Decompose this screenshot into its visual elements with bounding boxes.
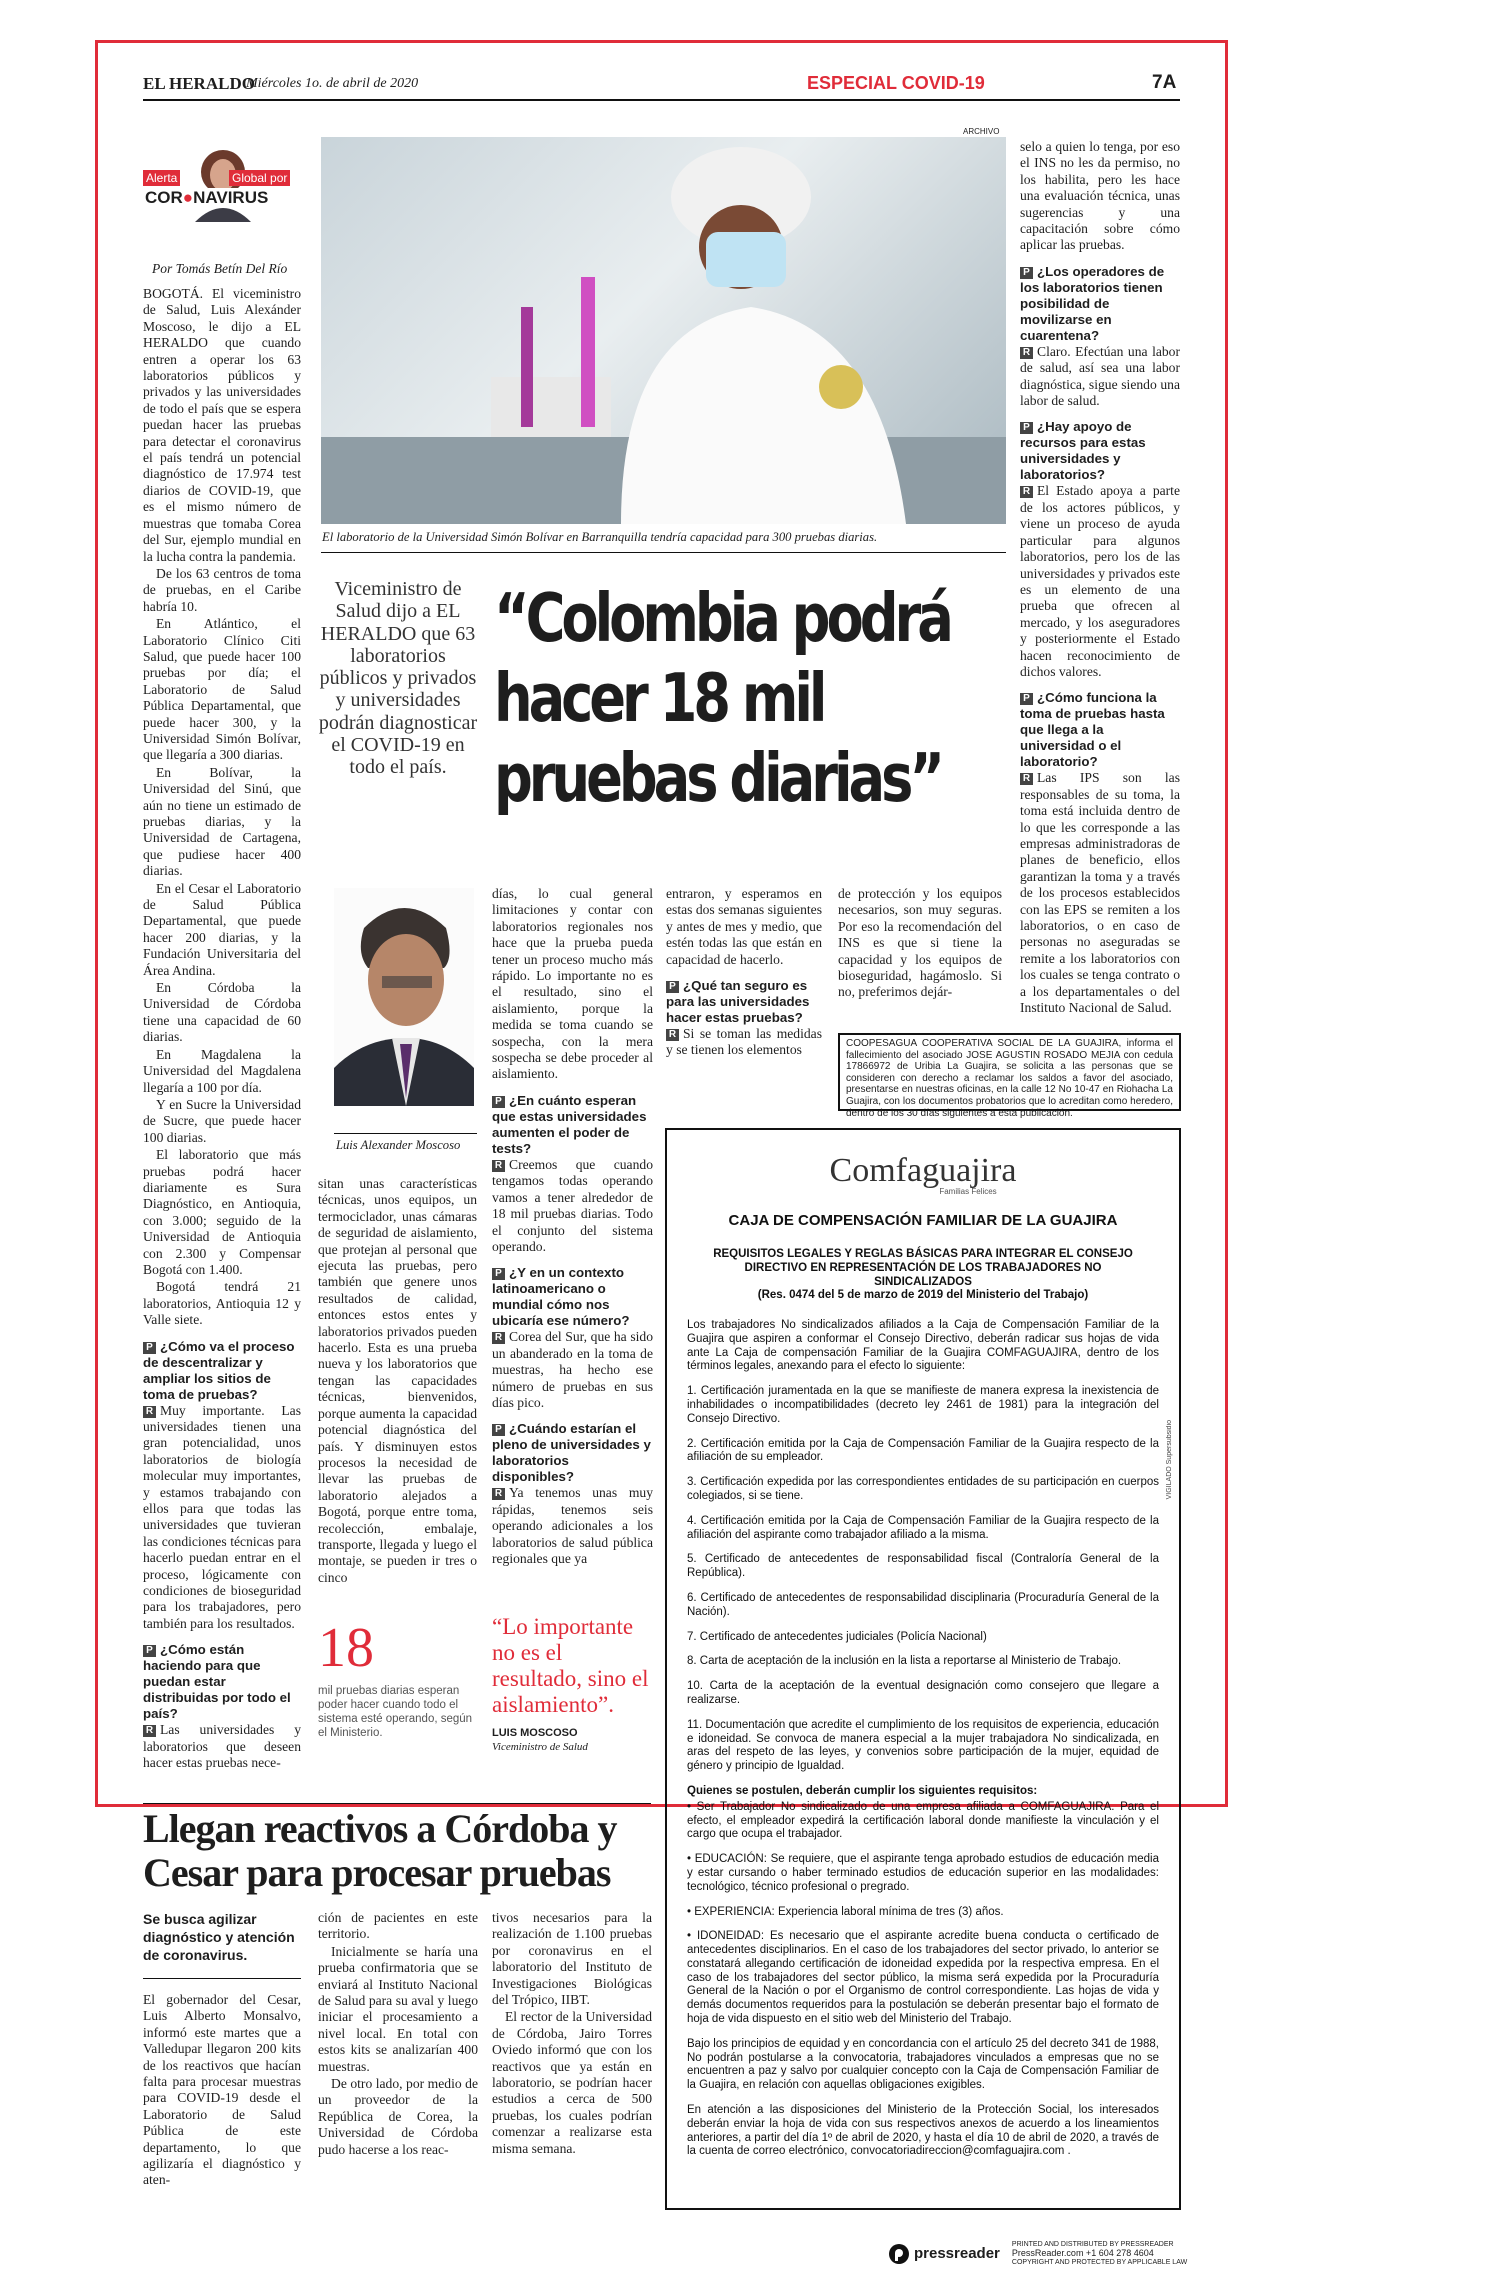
- pressreader-logo-icon: [888, 2243, 910, 2265]
- ad-paragraph: 10. Carta de la aceptación de la eventual designación como consejero que llegare a realizarse.: [687, 1680, 1159, 1706]
- article-col-5: [838, 886, 1002, 1002]
- paragraph: En Bolívar, la Universidad del Sinú, que aún no tiene un estimado de pruebas diarias, y la Universidad de Cartagena, que pudiese hacer 400 diarias.: [143, 764, 301, 879]
- article2-col-2: [318, 1910, 478, 2159]
- quote-role: Viceministro de Salud: [492, 1741, 588, 1753]
- paragraph: Inicialmente se haría una prueba confirmatoria que se enviará al Instituto Nacional de Salud para su aval y luego iniciar el procesamiento a nivel local. En total con estos kits se analizarían 400 muestras.: [318, 1943, 478, 2074]
- article-col-4: [666, 886, 822, 1059]
- question: P ¿Qué tan seguro es para las universidades hacer estas pruebas?: [666, 978, 810, 1026]
- deck-rule: [143, 1978, 301, 1979]
- obituary-notice: COOPESAGUA COOPERATIVA SOCIAL DE LA GUAJIRA, informa el fallecimiento del asociado JOSE AGUSTIN ROSADO MEJIA con cedula 17866972 de Uribia La Guajira, se solicita a las personas que se consideren con derecho a reclamar los saldos a favor del asociado, presentarse en nuestras oficinas, en la calle 12 No 10-47 en Riohacha La Guajira, con los documentos probatorios que lo acreditan como heredero, dentro de los 30 días siguientes a esta publicación.: [838, 1033, 1181, 1111]
- photo-credit: ARCHIVO: [963, 127, 1000, 136]
- pressreader-footer: [888, 2240, 1187, 2267]
- answer: R Corea del Sur, que ha sido un abanderado en la toma de muestras, ha hecho ese número de pruebas en sus días pico.: [492, 1329, 653, 1410]
- article2-col-1: [143, 1992, 301, 2190]
- ad-paragraph: 2. Certificación emitida por la Caja de Compensación Familiar de la Guajira respecto de la afiliación de su empleador.: [687, 1437, 1159, 1464]
- ad-subtitle: REQUISITOS LEGALES Y REGLAS BÁSICAS PARA INTEGRAR EL CONSEJO DIRECTIVO EN REPRESENTACIÓN DE LOS TRABAJADORES NO SINDICALIZADOS: [713, 1248, 1133, 1288]
- question: P ¿Cómo están haciendo para que puedan estar distribuidas por todo el país?: [143, 1642, 291, 1722]
- answer: R Ya tenemos unas muy rápidas, tenemos seis operando adicionales a los laboratorios de salud pública regionales que ya: [492, 1485, 653, 1566]
- paragraph: Bogotá tendrá 21 laboratorios, Antioquia 12 y Valle siete.: [143, 1279, 301, 1328]
- paragraph: En el Cesar el Laboratorio de Salud Pública Departamental, que puede hacer 200 diarias, y la Fundación Universitaria del Área Andina.: [143, 880, 301, 978]
- portrait-photo: [334, 888, 474, 1106]
- stat-number: 18: [318, 1617, 374, 1679]
- ad-paragraph: 11. Documentación que acredite el cumplimiento de los requisitos de experiencia, educación e idoneidad. Se convoca de manera especial a la mujer trabajadora No sindicalizada, en aras del respeto de las leyes, y convenios sobre participación de la mujer, equidad de género y principio de Igualdad.: [687, 1718, 1159, 1773]
- paragraph: En Córdoba la Universidad de Córdoba tiene una capacidad de 60 diarias.: [143, 980, 301, 1045]
- question: P ¿Cuándo estarían el pleno de universidades y laboratorios disponibles?: [492, 1421, 651, 1485]
- ad-paragraph: 6. Certificado de antecedentes de responsabilidad disciplinaria (Procuraduría General de la Nación).: [687, 1591, 1159, 1618]
- page-number: 7A: [1152, 72, 1177, 93]
- article2-deck: Se busca agilizar diagnóstico y atención de coronavirus.: [143, 1911, 295, 1963]
- question: P ¿En cuánto esperan que estas universidades aumenten el poder de tests?: [492, 1092, 647, 1156]
- ad-requirement: • EXPERIENCIA: Experiencia laboral mínima de tres (3) años.: [687, 1905, 1004, 1918]
- footer-line-1: PRINTED AND DISTRIBUTED BY PRESSREADER: [1011, 2241, 1174, 2248]
- paragraph: BOGOTÁ. El viceministro de Salud, Luis Alexánder Moscoso, le dijo a EL HERALDO que cuando entren a operar los 63 laboratorios públicos y privados y las universidades de todo el país que se espera puedan hacer las pruebas para detectar el coronavirus el país tendrá un potencial diagnóstico de 17.974 test diarios de COVID-19, que es el mismo número de muestras que tomaba Corea del Sur, ejemplo mundial en la lucha contra la pandemia.: [143, 286, 301, 564]
- stat-text: mil pruebas diarias esperan poder hacer cuando todo el sistema esté operando, según el Ministerio.: [318, 1685, 473, 1739]
- ad-paragraph: 3. Certificación expedida por las correspondientes entidades de su participación en cuerpos colegiados, si se tiene.: [687, 1476, 1159, 1502]
- article-col-6: [1020, 139, 1180, 1016]
- paragraph: Y en Sucre la Universidad de Sucre, que puede hacer 100 diarias.: [143, 1096, 301, 1145]
- headline: “Colombia podrá hacer 18 mil pruebas diarias”: [494, 579, 950, 817]
- comfaguajira-ad: [665, 1128, 1181, 2210]
- ad-paragraph: 8. Carta de aceptación de la inclusión en la lista a reportarse al Ministerio de Trabajo.: [687, 1655, 1122, 1668]
- paragraph: En Magdalena la Universidad del Magdalena llegaría a 100 por día.: [143, 1046, 301, 1095]
- ad-side-text: VIGILADO Supersubsidio: [1166, 1420, 1173, 1500]
- photo-caption: El laboratorio de la Universidad Simón Bolívar en Barranquilla tendría capacidad para 300 pruebas diarias.: [322, 530, 878, 544]
- question: P ¿Y en un contexto latinoamericano o mundial cómo nos ubicaría ese número?: [492, 1265, 630, 1329]
- badge-alerta: Alerta: [146, 171, 178, 185]
- paragraph: entraron, y esperamos en estas dos semanas siguientes y antes de mes y medio, que estén todas las que están en capacidad de hacerlo.: [666, 886, 822, 967]
- pressreader-brand: pressreader: [914, 2245, 1000, 2262]
- badge-navirus: NAVIRUS: [193, 188, 269, 207]
- ad-requirement: • Ser Trabajador No sindicalizado de una empresa afiliada a COMFAGUAJIRA. Para el efecto, el empleador expedirá la certificación laboral donde manifieste la vinculación y el cargo que ocupa el trabajador.: [687, 1800, 1159, 1841]
- ad-tagline: Familias Felices: [939, 1187, 997, 1196]
- question: P ¿Hay apoyo de recursos para estas universidades y laboratorios?: [1020, 419, 1146, 483]
- footer-line-2: PressReader.com +1 604 278 4604: [1011, 2248, 1154, 2258]
- ad-closing: En atención a las disposiciones del Ministerio de la Protección Social, los interesados deberán enviar la hoja de vida con sus respectivos anexos de acuerdo a los lineamientos anteriores, a partir del día 1º de abril de 2020, y hasta el día 10 de abril de 2020, a través de la cuenta de correo electrónico, convocatoriadireccion@comfaguajira.com .: [687, 2104, 1159, 2158]
- quote-name: LUIS MOSCOSO: [492, 1727, 578, 1739]
- ad-closing: Bajo los principios de equidad y en concordancia con el artículo 25 del decreto 341 de 1988, No podrán postularse a la convocatoria, trabajadores vinculados a empresas que no se encuentren a paz y salvo por cualquier concepto con la Caja de Compensación Familiar de la Guajira, en relación con aquellas obligaciones exigibles.: [687, 2037, 1159, 2092]
- answer: R Claro. Efectúan una labor de salud, así sea una labor diagnóstica, sigue siendo una labor de salud.: [1020, 343, 1180, 409]
- article-col-1: [143, 286, 301, 1772]
- section-label: ESPECIAL COVID-19: [807, 73, 985, 93]
- paragraph: sitan unas características técnicas, unos equipos, un termociclador, unas cámaras de seguridad de aislamiento, que protejan al personal que ejecuta las pruebas, pero también que genere unos resultados de calidad, entonces estos entes y laboratorios privados pueden hacerlo. Esta es una prueba nueva y los laboratorios que tengan las capacidades técnicas, bienvenidos, porque aumenta la capacidad potencial diagnóstica del país. Y disminuyen estos procesos la necesidad de llevar las pruebas de laboratorio alejados a Bogotá, porque entre toma, recolección, embalaje, transporte, llegada y luego el montaje, se pueden ir tres o cinco: [318, 1176, 477, 1585]
- summary: Viceministro de Salud dijo a EL HERALDO que 63 laboratorios públicos y privados y universidades podrán diagnosticar el COVID-19 en todo el país.: [318, 578, 478, 779]
- lab-photo: [321, 137, 1006, 524]
- article2-rule: [143, 1803, 651, 1804]
- paragraph: De los 63 centros de toma de pruebas, en el Caribe habría 10.: [143, 565, 301, 614]
- paragraph: de protección y los equipos necesarios, son muy seguras. Por eso la recomendación del INS es que si tiene la capacidad y los equipos de bioseguridad, hagámoslo. Si no, preferimos dejár-: [838, 886, 1002, 1000]
- ad-req-title: Quienes se postulen, deberán cumplir los siguientes requisitos:: [687, 1784, 1038, 1797]
- pull-quote: “Lo importante no es el resultado, sino el aislamiento”.: [492, 1614, 649, 1717]
- ad-subtitle-2: (Res. 0474 del 5 de marzo de 2019 del Ministerio del Trabajo): [757, 1289, 1089, 1301]
- ad-paragraph: 4. Certificación emitida por la Caja de Compensación Familiar de la Guajira respecto de la afiliación del aspirante como trabajador afiliado a la misma.: [687, 1514, 1159, 1541]
- paragraph: ción de pacientes en este territorio.: [318, 1910, 478, 1942]
- header-rule: [143, 99, 1180, 101]
- ad-requirement: • EDUCACIÓN: Se requiere, que el aspirante tenga aprobado estudios de educación media y estar cursando o haber terminado estudios de educación superior en las modalidades: tecnológico, técnico profesional o pregrado.: [687, 1853, 1159, 1893]
- coronavirus-badge: Alerta Global por COR●NAVIRUS: [143, 142, 303, 222]
- ad-paragraph: Los trabajadores No sindicalizados afiliados a la Caja de Compensación Familiar de la Guajira que aspiren a conformar el Consejo Directivo, deberán radicar sus hojas de vida ante La Caja de compensación Familiar de la Guajira COMFAGUAJIRA, dentro de los términos legales, anexando para el efecto lo siguiente:: [687, 1319, 1159, 1373]
- question: P ¿Cómo funciona la toma de pruebas hasta que llega a la universidad o el laboratorio?: [1020, 690, 1165, 770]
- answer: R Si se toman las medidas y se tienen los elementos: [666, 1026, 822, 1058]
- ad-paragraph: 5. Certificado de antecedentes de responsabilidad fiscal (Contraloría General de la República).: [687, 1553, 1159, 1580]
- answer: R El Estado apoya a parte de los actores públicos, y viene un proceso de ayuda particular para algunos laboratorios, pero los de las universidades y privados este es un elemento de una prueba que ofrecen al mercado, y los aseguradores y posteriormente el Estado hacen reconocimiento de dichos valores.: [1020, 483, 1180, 679]
- article-col-3: [492, 886, 653, 1567]
- article-col-2: [318, 1176, 477, 1587]
- article2-col-3: [492, 1910, 652, 2158]
- paragraph: En Atlántico, el Laboratorio Clínico Citi Salud, que puede hacer 100 pruebas por día; el Laboratorio de Salud Pública Departamental, que puede hacer 300, y la Universidad Simón Bolívar, que llegaría a 300 diarias.: [143, 616, 301, 763]
- question: P ¿Cómo va el proceso de descentralizar y ampliar los sitios de toma de pruebas?: [143, 1338, 295, 1402]
- answer: R Creemos que cuando tengamos todas operando vamos a tener alrededor de 18 mil pruebas diarias. Todo el conjunto del sistema operando.: [492, 1156, 653, 1254]
- ad-paragraph: 7. Certificado de antecedentes judiciales (Policía Nacional): [687, 1630, 987, 1643]
- question: P ¿Los operadores de los laboratorios tienen posibilidad de movilizarse en cuarentena?: [1020, 263, 1165, 343]
- paragraph: De otro lado, por medio de un proveedor de la República de Corea, la Universidad de Córdoba pudo hacerse a los reac-: [318, 2076, 478, 2157]
- caption-rule: [321, 552, 1006, 553]
- byline: Por Tomás Betín Del Río: [152, 261, 288, 276]
- issue-date: Miércoles 1o. de abril de 2020: [246, 76, 419, 91]
- paragraph: días, lo cual general limitaciones y contar con laboratorios regionales nos hace que la prueba pueda tener un proceso mucho más rápido. Lo importante no es el resultado, sino el aislamiento, porque la medida se toma cuando se sospecha, con la mera sospecha se debe proceder al aislamiento.: [492, 886, 653, 1082]
- paragraph: El rector de la Universidad de Córdoba, Jairo Torres Oviedo informó que con los reactivos que ya están en laboratorio, se podrían hacer estudios a cerca de 500 pruebas, los cuales podrían comenzar a realizarse esta misma semana.: [492, 2009, 652, 2156]
- answer: R Las universidades y laboratorios que deseen hacer estas pruebas nece-: [143, 1722, 301, 1771]
- paragraph: tivos necesarios para la realización de 1.100 pruebas por coronavirus en el laboratorio del Instituto de Investigaciones Biológicas del Trópico, IIBT.: [492, 1910, 652, 2008]
- ad-paragraph: 1. Certificación juramentada en la que se manifieste de manera expresa la inexistencia de inhabilidades o incompatibilidades (decreto ley 2461 de 1981) para la integración del Consejo Directivo.: [687, 1385, 1159, 1425]
- badge-global: Global por: [232, 171, 288, 185]
- paragraph: El gobernador del Cesar, Luis Alberto Monsalvo, informó este martes que a Valledupar llegaron 200 kits de los reactivos que hacían falta para procesar muestras para COVID-19 desde el Laboratorio de Salud Pública de este departamento, lo que agilizaría el diagnóstico y aten-: [143, 1992, 301, 2188]
- article2-headline: Llegan reactivos a Córdoba y Cesar para procesar pruebas: [143, 1806, 617, 1895]
- answer: R Muy importante. Las universidades tienen una gran potencialidad, unos laboratorios de biología molecular muy importantes, y estamos trabajando con ellos para que todas las universidades que tuvieran las condiciones técnicas para hacerlo puedan entrar en el proceso, lógicamente con condiciones de bioseguridad para los trabajadores, pero también para los resultados.: [143, 1402, 301, 1631]
- portrait-rule: [334, 1133, 477, 1134]
- badge-cor: COR: [145, 188, 183, 207]
- footer-line-3: COPYRIGHT AND PROTECTED BY APPLICABLE LAW: [1011, 2259, 1188, 2266]
- ad-logo: Comfaguajira: [829, 1152, 1017, 1189]
- answer: R Las IPS son las responsables de su toma, la toma está incluida dentro de lo que les corresponde a las empresas administradoras de planes de beneficio, ellos garantizan la toma y a través de los procesos establecidos con las EPS se remiten a los laboratorios, o en caso de personas no aseguradas se remite a los laboratorios con los cuales se tenga contrato o a los departamentales o del Instituto Nacional de Salud.: [1020, 770, 1180, 1016]
- ad-requirement: • IDONEIDAD: Es necesario que el aspirante acredite buena conducta o certificado de antecedentes disciplinarios. En el caso de los trabajadores del sector privado, lo anterior se constatará allegando certificación de idoneidad expedida por la respectiva empresa. En el caso de los trabajadores del sector público, la misma será expedida por la Procuraduría General de la Nación o por el Organismo de control correspondiente. Las hojas de vida y demás documentos requeridos para la postulación se deberán presentar bajo el formato de hoja de vida dispuesto en el sitio web del Ministerio del Trabajo.: [687, 1930, 1159, 2026]
- portrait-caption: Luis Alexander Moscoso: [336, 1138, 461, 1152]
- paper-name: EL HERALDO: [143, 74, 255, 93]
- ad-title: CAJA DE COMPENSACIÓN FAMILIAR DE LA GUAJIRA: [728, 1212, 1118, 1229]
- paragraph: El laboratorio que más pruebas podrá hacer diariamente es Sura Diagnóstico, en Antioquia, con 3.000; seguido de la Universidad de Antioquia con 2.300 y Compensar Bogotá con 1.400.: [143, 1147, 301, 1277]
- paragraph: selo a quien lo tenga, por eso el INS no les da permiso, no los habilita, pero les hace una evaluación técnica, unas sugerencias y una capacitación sobre cómo aplicar las pruebas.: [1020, 139, 1180, 253]
